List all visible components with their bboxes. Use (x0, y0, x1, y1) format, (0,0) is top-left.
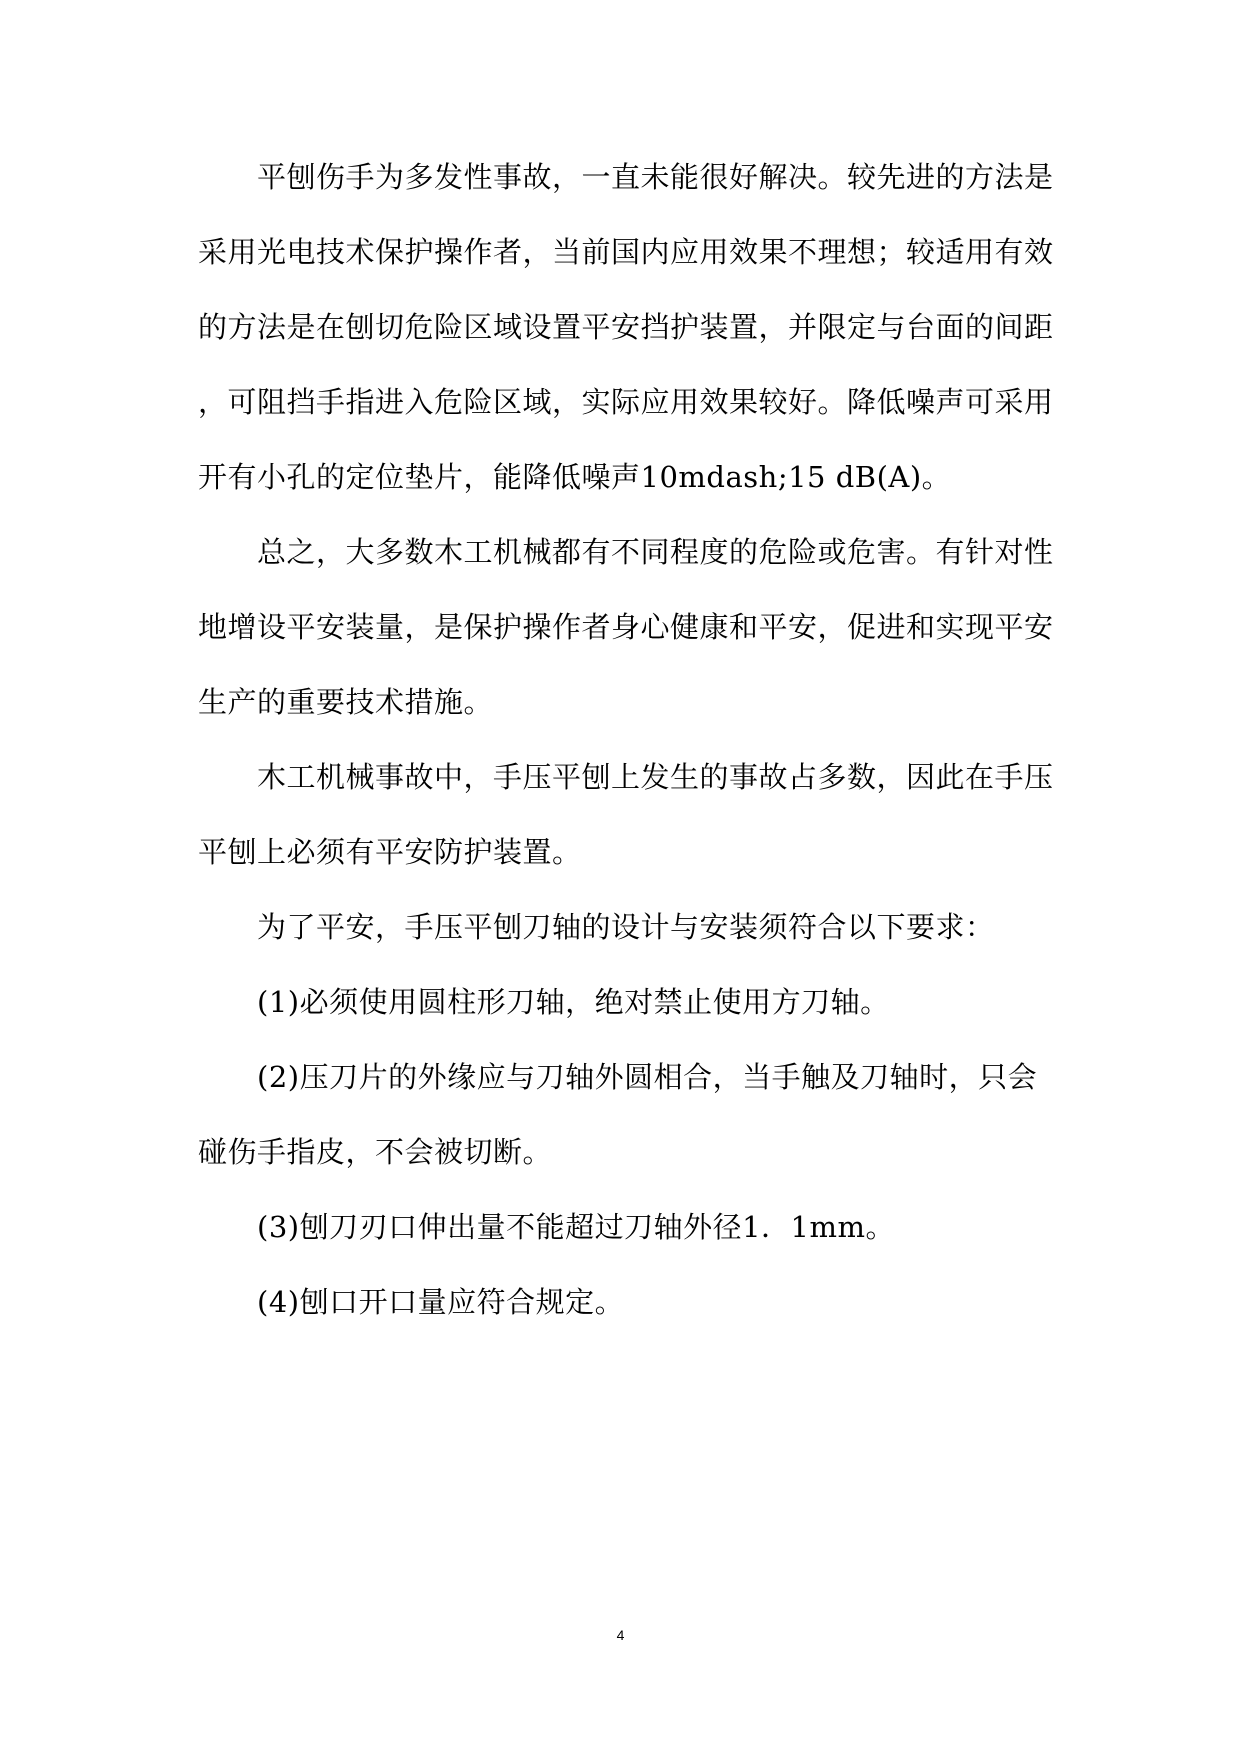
text-line: ，可阻挡手指进入危险区域，实际应用效果较好。降低噪声可采用 (198, 385, 1054, 419)
text-line: 平刨伤手为多发性事故，一直未能很好解决。较先进的方法是 (198, 160, 1054, 194)
text-line: 采用光电技术保护操作者，当前国内应用效果不理想；较适用有效 (198, 235, 1054, 269)
page-number: 4 (616, 1627, 625, 1643)
text-line: 的方法是在刨切危险区域设置平安挡护装置，并限定与台面的间距 (198, 310, 1054, 344)
text-line: 总之，大多数木工机械都有不同程度的危险或危害。有针对性 (198, 535, 1054, 569)
text-line: (2)压刀片的外缘应与刀轴外圆相合，当手触及刀轴时，只会 (198, 1060, 1038, 1094)
text-line: 为了平安，手压平刨刀轴的设计与安装须符合以下要求： (198, 910, 995, 944)
text-line: (3)刨刀刃口伸出量不能超过刀轴外径1．1mm。 (198, 1210, 895, 1244)
text-line: 地增设平安装量，是保护操作者身心健康和平安，促进和实现平安 (198, 610, 1054, 644)
text-line: 生产的重要技术措施。 (198, 685, 494, 719)
text-line: 木工机械事故中，手压平刨上发生的事故占多数，因此在手压 (198, 760, 1054, 794)
text-line: (1)必须使用圆柱形刀轴，绝对禁止使用方刀轴。 (198, 985, 890, 1019)
text-line: 碰伤手指皮，不会被切断。 (198, 1135, 553, 1169)
text-line: 平刨上必须有平安防护装置。 (198, 835, 582, 869)
text-line: (4)刨口开口量应符合规定。 (198, 1285, 625, 1319)
text-line: 开有小孔的定位垫片，能降低噪声10mdash;15 dB(A)。 (198, 460, 952, 494)
